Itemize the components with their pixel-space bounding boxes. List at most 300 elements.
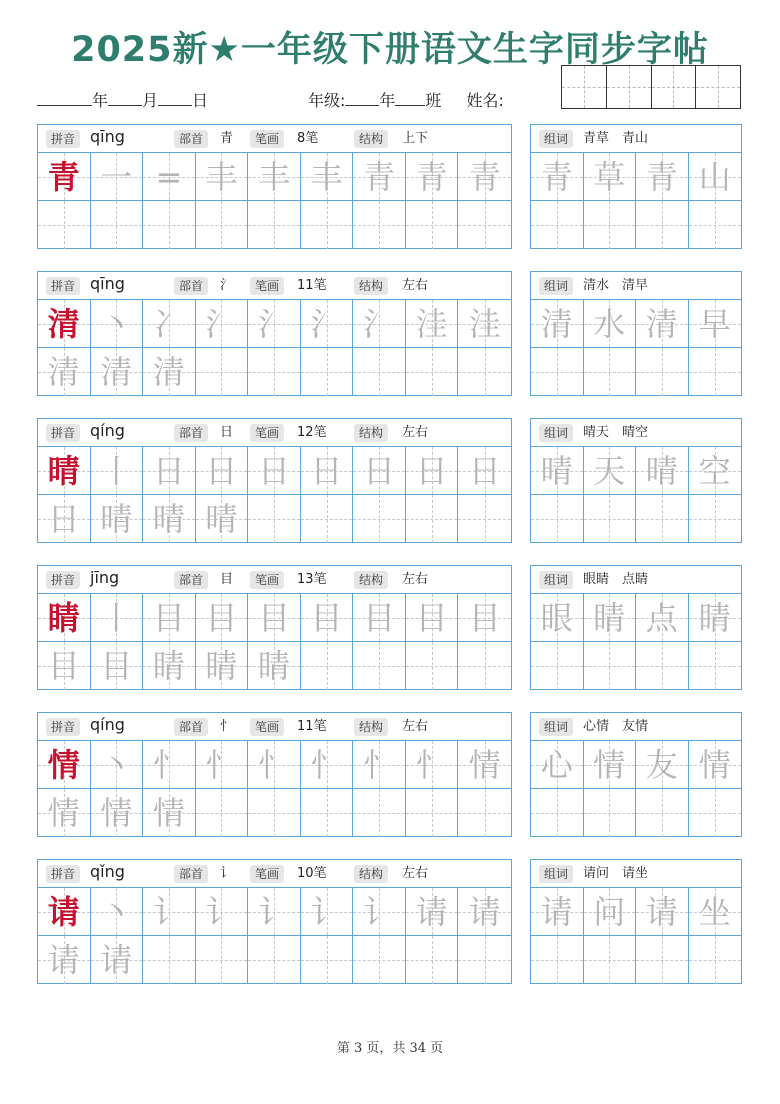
word-cell[interactable] (531, 642, 584, 690)
word-trace-char: 情 (593, 745, 626, 784)
word-trace-char: 眼 (540, 598, 573, 637)
word-cell[interactable] (584, 348, 637, 396)
word-cell[interactable] (584, 594, 637, 642)
writing-cell[interactable] (91, 447, 144, 495)
word-trace-char: 天 (593, 451, 626, 490)
writing-cell[interactable] (458, 741, 511, 789)
writing-cell[interactable] (301, 594, 354, 642)
writing-cell[interactable] (353, 888, 406, 936)
writing-cell[interactable] (458, 300, 511, 348)
word-cell[interactable] (636, 741, 689, 789)
pinyin-value: jīng (90, 568, 120, 587)
pinyin-value: qīng (90, 274, 125, 293)
strokes-value: 11笔 (297, 719, 327, 734)
writing-cell[interactable] (406, 447, 459, 495)
trace-char: 丰 (205, 157, 238, 196)
writing-cell[interactable] (196, 594, 249, 642)
writing-cell[interactable] (38, 153, 91, 201)
word-cell[interactable] (689, 201, 742, 249)
word-cell[interactable] (531, 348, 584, 396)
word-cell[interactable] (689, 495, 742, 543)
day-blank[interactable] (158, 91, 192, 106)
word-cell[interactable] (531, 153, 584, 201)
trace-char: 日 (257, 451, 290, 490)
trace-char: 请 (100, 941, 133, 979)
model-char: 清 (47, 304, 80, 343)
writing-cell[interactable] (248, 594, 301, 642)
writing-cell[interactable] (91, 495, 144, 543)
writing-cell[interactable] (248, 936, 301, 984)
trace-char: 丶 (100, 892, 133, 931)
trace-char: 请 (415, 892, 448, 931)
writing-cell[interactable] (143, 153, 196, 201)
radical-value: 讠 (220, 866, 234, 881)
writing-cell[interactable] (458, 888, 511, 936)
writing-grid (38, 888, 511, 984)
writing-cell[interactable] (38, 300, 91, 348)
strokes-tag: 笔画 (250, 277, 284, 295)
writing-cell[interactable] (248, 447, 301, 495)
writing-cell[interactable] (143, 888, 196, 936)
writing-cell[interactable] (196, 936, 249, 984)
writing-cell[interactable] (353, 642, 406, 690)
radical-tag: 部首 (174, 571, 208, 589)
writing-cell[interactable] (458, 642, 511, 690)
word-cell[interactable] (689, 348, 742, 396)
writing-cell[interactable] (353, 495, 406, 543)
structure-tag: 结构 (354, 424, 388, 442)
writing-grid (38, 153, 511, 249)
writing-cell[interactable] (248, 153, 301, 201)
writing-cell[interactable] (248, 789, 301, 837)
word-cell[interactable] (531, 741, 584, 789)
writing-cell[interactable] (38, 447, 91, 495)
trace-char: 睛 (152, 647, 185, 685)
writing-cell[interactable] (143, 447, 196, 495)
info-header (38, 125, 511, 153)
writing-cell[interactable] (196, 348, 249, 396)
writing-cell[interactable] (248, 201, 301, 249)
word-cell[interactable] (689, 447, 742, 495)
pinyin-value: qīng (90, 127, 125, 146)
trace-char: 洼 (468, 304, 501, 343)
word-trace-char: 清 (540, 304, 573, 343)
writing-cell[interactable] (458, 348, 511, 396)
word-trace-char: 点 (645, 598, 678, 637)
word-cell[interactable] (636, 348, 689, 396)
model-char: 请 (47, 892, 80, 931)
strokes-tag: 笔画 (250, 424, 284, 442)
writing-cell[interactable] (143, 789, 196, 837)
writing-cell[interactable] (196, 888, 249, 936)
writing-cell[interactable] (301, 495, 354, 543)
structure-value: 左右 (402, 719, 429, 734)
pinyin-tag: 拼音 (46, 130, 80, 148)
radical-tag: 部首 (174, 865, 208, 883)
trace-char: 日 (47, 500, 80, 538)
writing-cell[interactable] (458, 789, 511, 837)
words-value: 心情 友情 (583, 719, 649, 734)
structure-value: 左右 (402, 278, 429, 293)
word-cell[interactable] (584, 741, 637, 789)
trace-char: 丨 (100, 451, 133, 490)
words-grid (531, 300, 741, 396)
words-value: 清水 清早 (583, 278, 649, 293)
writing-cell[interactable] (38, 936, 91, 984)
model-char: 睛 (47, 598, 80, 637)
writing-cell[interactable] (353, 201, 406, 249)
words-grid (531, 447, 741, 543)
word-trace-char: 问 (593, 892, 626, 931)
structure-tag: 结构 (354, 277, 388, 295)
writing-cell[interactable] (406, 936, 459, 984)
trace-char: 丶 (100, 745, 133, 784)
word-cell[interactable] (584, 447, 637, 495)
words-tag: 组词 (539, 277, 573, 295)
word-cell[interactable] (636, 447, 689, 495)
writing-cell[interactable] (91, 888, 144, 936)
structure-value: 左右 (402, 572, 429, 587)
writing-cell[interactable] (301, 201, 354, 249)
writing-cell[interactable] (248, 642, 301, 690)
writing-cell[interactable] (38, 201, 91, 249)
writing-cell[interactable] (38, 348, 91, 396)
trace-char: 清 (152, 353, 185, 391)
writing-cell[interactable] (143, 495, 196, 543)
info-header (38, 860, 511, 888)
word-trace-char: 坐 (698, 892, 731, 931)
word-trace-char: 晴 (645, 451, 678, 490)
trace-char: 洼 (415, 304, 448, 343)
strokes-tag: 笔画 (250, 865, 284, 883)
writing-cell[interactable] (458, 594, 511, 642)
writing-cell[interactable] (196, 495, 249, 543)
pinyin-value: qíng (90, 715, 125, 734)
word-cell[interactable] (531, 936, 584, 984)
word-cell[interactable] (584, 495, 637, 543)
words-tag: 组词 (539, 865, 573, 883)
word-trace-char: 水 (593, 304, 626, 343)
writing-cell[interactable] (38, 495, 91, 543)
date-line (37, 88, 208, 111)
trace-char: 情 (152, 794, 185, 832)
word-cell[interactable] (531, 594, 584, 642)
writing-cell[interactable] (248, 300, 301, 348)
strokes-value: 8笔 (297, 131, 319, 146)
writing-cell[interactable] (458, 447, 511, 495)
words-header (531, 125, 741, 153)
word-cell[interactable] (531, 201, 584, 249)
writing-cell[interactable] (406, 594, 459, 642)
writing-cell[interactable] (91, 201, 144, 249)
practice-panel (37, 712, 512, 837)
writing-cell[interactable] (143, 201, 196, 249)
structure-tag: 结构 (354, 571, 388, 589)
pinyin-tag: 拼音 (46, 865, 80, 883)
class-label: 班 (425, 91, 442, 110)
writing-cell[interactable] (406, 153, 459, 201)
word-cell[interactable] (689, 300, 742, 348)
month-label: 月 (142, 91, 159, 110)
word-cell[interactable] (584, 642, 637, 690)
radical-value: 日 (220, 425, 234, 440)
writing-cell[interactable] (143, 642, 196, 690)
writing-cell[interactable] (458, 936, 511, 984)
writing-cell[interactable] (406, 201, 459, 249)
trace-char: 讠 (205, 892, 238, 931)
words-header (531, 272, 741, 300)
writing-cell[interactable] (353, 153, 406, 201)
word-cell[interactable] (689, 153, 742, 201)
word-cell[interactable] (531, 447, 584, 495)
word-cell[interactable] (531, 300, 584, 348)
writing-cell[interactable] (301, 888, 354, 936)
writing-cell[interactable] (301, 153, 354, 201)
writing-cell[interactable] (248, 495, 301, 543)
writing-cell[interactable] (91, 789, 144, 837)
trace-char: 目 (363, 598, 396, 637)
writing-cell[interactable] (353, 936, 406, 984)
trace-char: 请 (47, 941, 80, 979)
trace-char: 氵 (363, 304, 396, 343)
writing-cell[interactable] (196, 447, 249, 495)
writing-cell[interactable] (353, 348, 406, 396)
writing-cell[interactable] (91, 642, 144, 690)
name-label: 姓名: (466, 91, 504, 110)
writing-cell[interactable] (406, 888, 459, 936)
word-trace-char: 青 (540, 157, 573, 196)
writing-cell[interactable] (301, 447, 354, 495)
trace-char: 晴 (152, 500, 185, 538)
writing-cell[interactable] (91, 594, 144, 642)
writing-cell[interactable] (196, 642, 249, 690)
writing-cell[interactable] (38, 789, 91, 837)
writing-cell[interactable] (38, 888, 91, 936)
words-value: 晴天 晴空 (583, 425, 649, 440)
writing-cell[interactable] (143, 936, 196, 984)
writing-cell[interactable] (196, 153, 249, 201)
writing-cell[interactable] (353, 300, 406, 348)
word-cell[interactable] (584, 153, 637, 201)
trace-char: 讠 (363, 892, 396, 931)
trace-char: 情 (468, 745, 501, 784)
writing-cell[interactable] (91, 153, 144, 201)
word-cell[interactable] (689, 594, 742, 642)
word-cell[interactable] (584, 936, 637, 984)
writing-cell[interactable] (143, 348, 196, 396)
grade-line (308, 88, 504, 111)
word-cell[interactable] (636, 594, 689, 642)
writing-cell[interactable] (301, 741, 354, 789)
structure-tag: 结构 (354, 130, 388, 148)
practice-panel (37, 124, 512, 249)
model-char: 青 (47, 157, 80, 196)
trace-char: 清 (100, 353, 133, 391)
word-cell[interactable] (689, 936, 742, 984)
trace-char: 睛 (257, 647, 290, 685)
practice-panel (37, 271, 512, 396)
word-cell[interactable] (584, 888, 637, 936)
word-cell[interactable] (531, 789, 584, 837)
writing-cell[interactable] (458, 495, 511, 543)
grade-year-blank[interactable] (345, 91, 379, 106)
words-grid (531, 888, 741, 984)
year-blank[interactable] (37, 91, 92, 106)
model-char: 情 (47, 745, 80, 784)
trace-char: 请 (468, 892, 501, 931)
pinyin-tag: 拼音 (46, 718, 80, 736)
word-cell[interactable] (636, 300, 689, 348)
word-cell[interactable] (584, 789, 637, 837)
trace-char: 日 (205, 451, 238, 490)
word-trace-char: 友 (645, 745, 678, 784)
writing-cell[interactable] (38, 594, 91, 642)
writing-cell[interactable] (248, 348, 301, 396)
page-footer: 第 3 页，共 34 页 (336, 1041, 444, 1056)
trace-char: 目 (468, 598, 501, 637)
writing-cell[interactable] (301, 936, 354, 984)
writing-cell[interactable] (406, 348, 459, 396)
writing-cell[interactable] (38, 642, 91, 690)
writing-cell[interactable] (353, 789, 406, 837)
words-panel (530, 271, 742, 396)
words-panel (530, 418, 742, 543)
trace-char: 忄 (310, 745, 343, 784)
writing-cell[interactable] (458, 201, 511, 249)
writing-cell[interactable] (353, 594, 406, 642)
writing-cell[interactable] (406, 300, 459, 348)
word-cell[interactable] (636, 936, 689, 984)
word-cell[interactable] (636, 789, 689, 837)
writing-cell[interactable] (91, 300, 144, 348)
practice-panel (37, 418, 512, 543)
writing-cell[interactable] (143, 300, 196, 348)
month-blank[interactable] (108, 91, 142, 106)
word-cell[interactable] (531, 495, 584, 543)
writing-grid (38, 447, 511, 543)
trace-char: 目 (47, 647, 80, 685)
writing-cell[interactable] (353, 741, 406, 789)
strokes-value: 12笔 (297, 425, 327, 440)
pinyin-tag: 拼音 (46, 424, 80, 442)
word-cell[interactable] (636, 495, 689, 543)
writing-cell[interactable] (248, 888, 301, 936)
writing-cell[interactable] (458, 153, 511, 201)
trace-char: 忄 (363, 745, 396, 784)
writing-cell[interactable] (196, 201, 249, 249)
writing-cell[interactable] (91, 741, 144, 789)
class-blank[interactable] (395, 91, 425, 106)
word-cell[interactable] (689, 789, 742, 837)
writing-cell[interactable] (91, 936, 144, 984)
word-cell[interactable] (689, 888, 742, 936)
words-header (531, 566, 741, 594)
writing-cell[interactable] (353, 447, 406, 495)
trace-char: 讠 (152, 892, 185, 931)
words-grid (531, 594, 741, 690)
trace-char: 晴 (100, 500, 133, 538)
writing-cell[interactable] (91, 348, 144, 396)
words-value: 青草 青山 (583, 131, 649, 146)
writing-cell[interactable] (38, 741, 91, 789)
word-trace-char: 睛 (698, 598, 731, 637)
word-cell[interactable] (689, 741, 742, 789)
trace-char: 清 (47, 353, 80, 391)
word-cell[interactable] (636, 642, 689, 690)
trace-char: 氵 (310, 304, 343, 343)
pinyin-tag: 拼音 (46, 571, 80, 589)
structure-tag: 结构 (354, 718, 388, 736)
word-trace-char: 睛 (593, 598, 626, 637)
word-cell[interactable] (636, 201, 689, 249)
radical-tag: 部首 (174, 718, 208, 736)
word-trace-char: 草 (593, 157, 626, 196)
info-header (38, 713, 511, 741)
trace-char: 丰 (310, 157, 343, 196)
structure-value: 左右 (402, 866, 429, 881)
writing-cell[interactable] (406, 642, 459, 690)
strokes-value: 13笔 (297, 572, 327, 587)
word-trace-char: 晴 (540, 451, 573, 490)
words-header (531, 860, 741, 888)
word-cell[interactable] (636, 153, 689, 201)
writing-cell[interactable] (196, 300, 249, 348)
writing-cell[interactable] (301, 642, 354, 690)
writing-cell[interactable] (143, 741, 196, 789)
writing-cell[interactable] (301, 789, 354, 837)
writing-cell[interactable] (301, 348, 354, 396)
model-char: 晴 (47, 451, 80, 490)
words-tag: 组词 (539, 718, 573, 736)
word-cell[interactable] (584, 300, 637, 348)
year-label: 年 (92, 91, 109, 110)
word-cell[interactable] (531, 888, 584, 936)
structure-tag: 结构 (354, 865, 388, 883)
trace-char: 青 (468, 157, 501, 196)
writing-cell[interactable] (143, 594, 196, 642)
trace-char: 情 (47, 794, 80, 832)
writing-cell[interactable] (196, 789, 249, 837)
word-trace-char: 心 (540, 745, 573, 784)
word-cell[interactable] (636, 888, 689, 936)
trace-char: 目 (205, 598, 238, 637)
words-header (531, 419, 741, 447)
name-grid[interactable] (561, 65, 741, 109)
writing-cell[interactable] (406, 789, 459, 837)
writing-cell[interactable] (406, 741, 459, 789)
word-trace-char: 请 (645, 892, 678, 931)
writing-cell[interactable] (301, 300, 354, 348)
trace-char: 忄 (415, 745, 448, 784)
words-panel (530, 859, 742, 984)
trace-char: 冫 (152, 304, 185, 343)
words-panel (530, 712, 742, 837)
writing-cell[interactable] (196, 741, 249, 789)
word-cell[interactable] (689, 642, 742, 690)
writing-cell[interactable] (248, 741, 301, 789)
pinyin-value: qíng (90, 421, 125, 440)
word-cell[interactable] (584, 201, 637, 249)
writing-cell[interactable] (406, 495, 459, 543)
word-trace-char: 清 (645, 304, 678, 343)
words-panel (530, 124, 742, 249)
trace-char: = (155, 157, 183, 196)
words-tag: 组词 (539, 571, 573, 589)
trace-char: 青 (415, 157, 448, 196)
strokes-tag: 笔画 (250, 718, 284, 736)
radical-tag: 部首 (174, 130, 208, 148)
words-tag: 组词 (539, 130, 573, 148)
